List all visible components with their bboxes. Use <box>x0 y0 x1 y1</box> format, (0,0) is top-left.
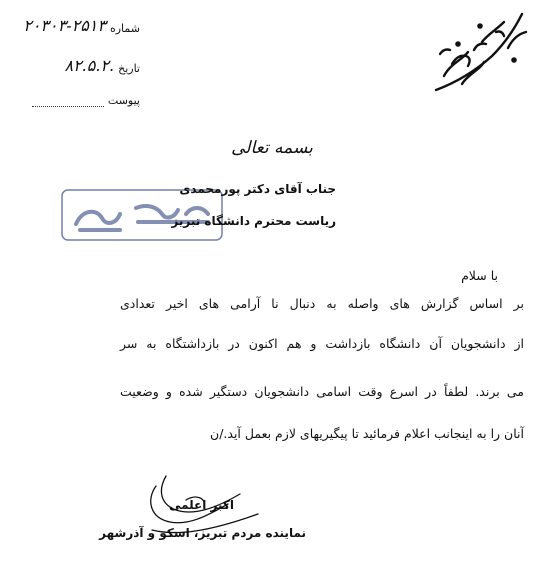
date-label: تاریخ <box>118 62 140 75</box>
greeting: با سلام <box>461 268 498 283</box>
body-line: می برند. لطفاً در اسرع وقت اسامی دانشجویان دستگیر شده و وضعیت <box>120 384 524 399</box>
date-value: ۸۲.۵.۲. <box>64 56 115 75</box>
body-line: بر اساس گزارش های واصله به دنبال نا آرامی های اخیر تعدادی <box>120 296 524 311</box>
number-field <box>8 16 140 35</box>
number-value: ۲۰۳۰۳-۲۵۱۳ <box>23 16 106 35</box>
attachment-blank <box>32 96 104 107</box>
addressee-title: ریاست محترم دانشگاه تبریز <box>171 214 336 228</box>
invocation-heading: بسمه تعالی <box>231 138 313 158</box>
signatory-title: نماینده مردم تبریز، اسکو و آذرشهر <box>99 526 306 540</box>
signatory-name: اکبر اعلمی <box>168 498 234 512</box>
attachment-label: پیوست <box>107 94 140 107</box>
attachment-field <box>8 94 140 107</box>
body-line: از دانشجویان آن دانشگاه بازداشت و هم اکنون در بازداشتگاه به سر <box>120 336 524 351</box>
date-field <box>8 56 140 75</box>
addressee-name: جناب آقای دکتر پورمحمدی <box>179 182 336 196</box>
body-line: آنان را به اینجانب اعلام فرمائید تا پیگیریهای لازم بعمل آید./ن <box>210 426 524 441</box>
number-label: شماره <box>109 22 140 35</box>
parliament-logo-icon <box>422 4 534 100</box>
